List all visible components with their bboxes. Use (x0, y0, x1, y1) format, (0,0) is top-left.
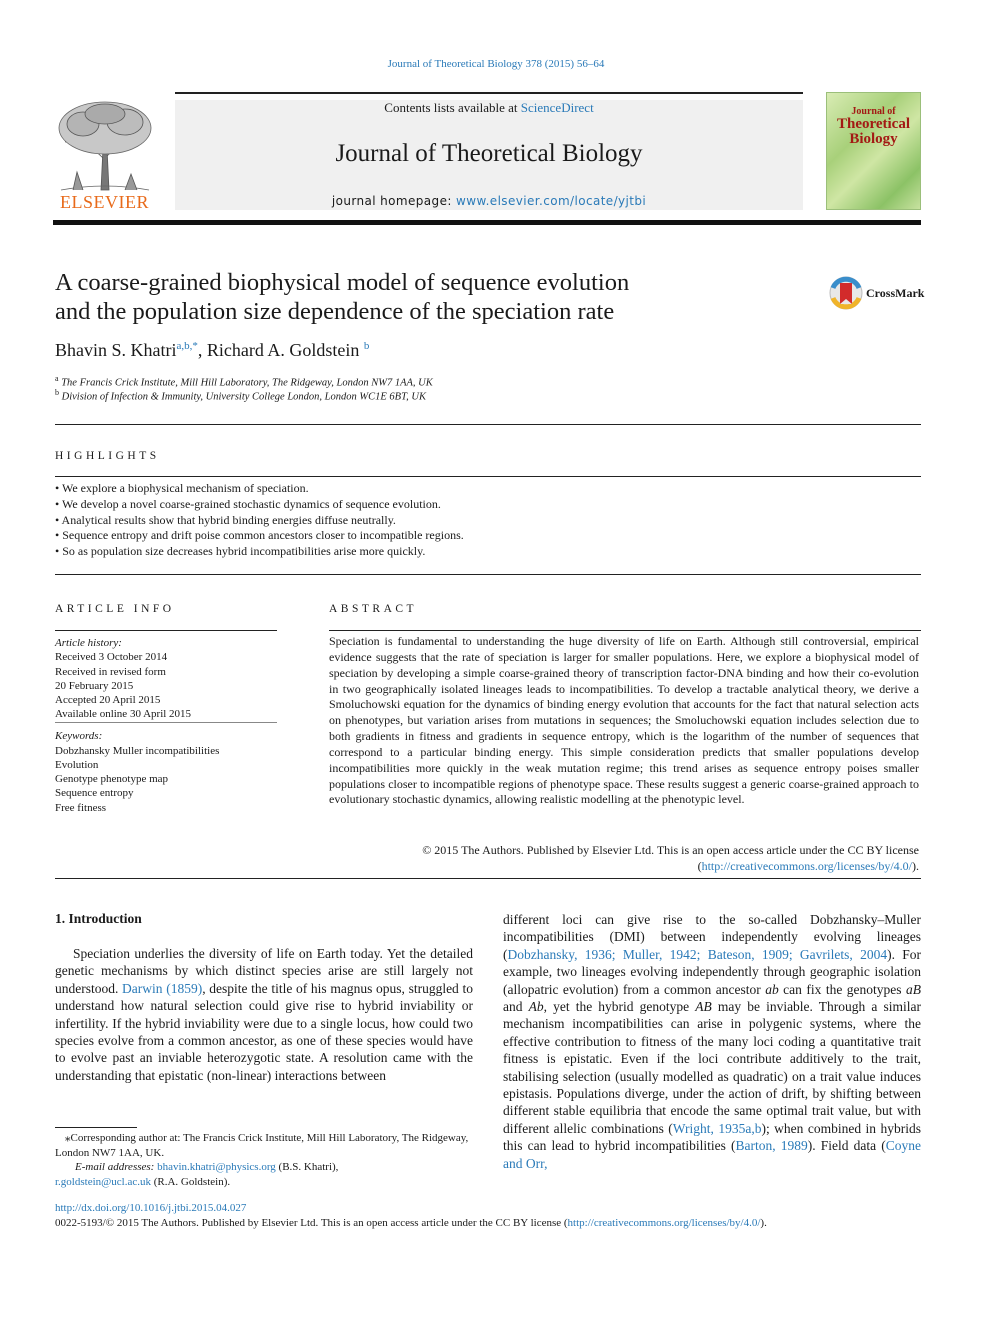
intro-text: , despite the title of his magnus opus, struggled to understand how natural selection could give rise to hybrid inviability or infertility. If the hybrid inviability were due to a single locus, how could two species evolve from a common ancestor, as one of these species would have to evolve past an inviable heterozygotic state. A resolution came with the understanding that epistatic (non-linear) interactions between (55, 980, 473, 1083)
author-separator: , (197, 340, 207, 360)
author-khatri[interactable]: Bhavin S. Khatri (55, 340, 177, 360)
history-item: Accepted 20 April 2015 (55, 694, 161, 706)
affiliation-b-mark: b (55, 388, 59, 397)
doi-link[interactable]: http://dx.doi.org/10.1016/j.jtbi.2015.04.027 (55, 1202, 247, 1214)
crossmark-icon[interactable] (829, 276, 863, 310)
history-item: Received in revised form (55, 666, 166, 678)
divider (55, 476, 921, 477)
intro-text: ). For example, two lineages evolving independently through geographic isolation (allopatric evolution) from a common ancestor (503, 946, 922, 997)
author-khatri-affil[interactable]: a,b, (176, 340, 193, 352)
affiliation-a (55, 374, 433, 389)
masthead-bottom-rule (53, 220, 921, 225)
highlight-item: • We explore a biophysical mechanism of speciation. (55, 481, 309, 495)
author-goldstein-affil[interactable]: b (363, 340, 370, 352)
keyword-item: Genotype phenotype map (55, 773, 169, 785)
affiliation-a-text: The Francis Crick Institute, Mill Hill Laboratory, The Ridgeway, London NW7 1AA, UK (61, 377, 433, 389)
article-info-label: ARTICLE INFO (55, 603, 175, 615)
author-goldstein[interactable]: Richard A. Goldstein (206, 340, 360, 360)
journal-citation[interactable]: Journal of Theoretical Biology 378 (2015) 56–64 (387, 58, 605, 70)
genotype: aB (906, 981, 921, 997)
affiliation-a-mark: a (55, 374, 59, 383)
genotype: ab (765, 981, 779, 997)
license-link[interactable]: http://creativecommons.org/licenses/by/4.0/ (567, 1217, 761, 1229)
license-close: ). (760, 1217, 767, 1229)
license-text: 0022-5193/© 2015 The Authors. Published by Elsevier Ltd. This is an open access article under the CC BY license ( (55, 1217, 568, 1229)
citation-link[interactable]: Coyne and Orr, (503, 1138, 921, 1171)
intro-text: can fix the genotypes (778, 981, 906, 997)
history-label: Article history: (55, 637, 122, 649)
affiliation-b-text: Division of Infection & Immunity, University College London, London WC1E 6BT, UK (61, 391, 426, 403)
history-item: Received 3 October 2014 (55, 651, 168, 663)
divider (55, 630, 277, 631)
abstract-label: ABSTRACT (329, 603, 418, 615)
divider (55, 424, 921, 425)
elsevier-wordmark: ELSEVIER (60, 192, 149, 212)
keywords-label: Keywords: (55, 730, 103, 742)
corresponding-star[interactable]: * (192, 340, 198, 352)
intro-left-column (55, 945, 473, 1084)
keyword-item: Evolution (55, 759, 99, 771)
sciencedirect-link[interactable]: ScienceDirect (520, 100, 594, 115)
homepage-line (175, 194, 803, 208)
intro-text: may be inviable. Through a similar mechanism incompatibilities can arise in polygenic systems, where the effective contribution to fitness of the many loci coding a quantitative trait fitness is epistatic. Even if the loci contribute additively to the trait, stabilising selection (usually modelled as quadratic) on a trait value induces epistasis. Populations diverge, under the action of drift, by shifting between different stable equilibria that encode the same optimal trait value, but with different allelic combinations ( (503, 999, 921, 1136)
citation-link[interactable]: Barton, 1989 (735, 1138, 808, 1154)
cover-line-1: Journal of (851, 106, 896, 117)
keyword-item: Sequence entropy (55, 787, 134, 799)
divider (329, 630, 921, 631)
divider (55, 722, 277, 723)
cover-title (827, 107, 920, 147)
masthead-rule (175, 92, 803, 94)
history-item: 20 February 2015 (55, 680, 134, 692)
author-list (55, 340, 369, 361)
abstract-copyright (329, 843, 919, 875)
email-goldstein-link[interactable]: r.goldstein@ucl.ac.uk (55, 1176, 151, 1188)
cover-line-3: Biology (849, 131, 898, 147)
cc-license-link[interactable]: http://creativecommons.org/licenses/by/4.0/ (701, 858, 912, 873)
highlight-item: • Analytical results show that hybrid binding energies diffuse neutrally. (55, 513, 396, 527)
intro-text: ); when combined in hybrids this can lead to hybrid incompatibilities ( (503, 1120, 921, 1154)
email-khatri-name: (B.S. Khatri), (275, 1161, 339, 1173)
highlight-item: • We develop a novel coarse-grained stochastic dynamics of sequence evolution. (55, 497, 441, 511)
copyright-license (329, 859, 919, 875)
keyword-item: Free fitness (55, 802, 107, 814)
contents-prefix: Contents lists available at (384, 100, 521, 115)
article-title (55, 268, 795, 326)
highlight-item: • So as population size decreases hybrid incompatibilities arise more quickly. (55, 544, 426, 558)
highlight-item: • Sequence entropy and drift poise common ancestors closer to incompatible regions. (55, 528, 464, 542)
homepage-link[interactable]: www.elsevier.com/locate/yjtbi (456, 194, 647, 208)
highlights-label: HIGHLIGHTS (55, 450, 160, 462)
citation-link[interactable]: Dobzhansky, 1936; Muller, 1942; Bateson, 1909; Gavrilets, 2004 (507, 946, 888, 962)
genotype: AB (695, 999, 712, 1015)
citation-link[interactable]: Wright, 1935a,b (672, 1120, 762, 1136)
footnote-text: Corresponding author at: The Francis Crick Institute, Mill Hill Laboratory, The Ridgeway, London NW7 1AA, UK. (55, 1132, 469, 1159)
homepage-prefix: journal homepage: (331, 194, 457, 208)
email-footnote (55, 1160, 473, 1190)
copyright-line: © 2015 The Authors. Published by Elsevier Ltd. This is an open access article under the CC BY license (422, 843, 919, 857)
journal-name: Journal of Theoretical Biology (335, 140, 643, 167)
intro-text: ). Field data ( (807, 1138, 886, 1154)
intro-text: and (503, 999, 529, 1015)
intro-right-column (503, 911, 921, 1172)
paren-open: ( (697, 858, 702, 873)
genotype: Ab (528, 999, 544, 1015)
introduction-heading: 1. Introduction (55, 911, 142, 926)
cover-line-2: Theoretical (836, 116, 911, 132)
footnote-rule (55, 1127, 137, 1128)
footnote-star: ⁎ (65, 1132, 71, 1144)
divider (55, 878, 921, 879)
title-line-2: and the population size dependence of the speciation rate (55, 298, 615, 325)
corresponding-footnote (55, 1131, 473, 1161)
affiliation-b (55, 388, 426, 403)
history-item: Available online 30 April 2015 (55, 708, 192, 720)
abstract-text: Speciation is fundamental to understanding the huge diversity of life on Earth. Although still controversial, empirical evidence suggests that the rate of speciation is larger for smaller populations. Here, we explore a biophysical model of speciation by developing a simple coarse-grained theory of transcription factor-DNA binding and how their co-evolution in two geographically isolated lineages leads to incompatibilities. To develop a tractable analytical theory, we derive a Smoluchowski equation for the dynamics of binding energy evolution that accounts for the fact that natural selection acts on phenotypes, but variation arises from mutations in sequences; the Smoluchowski equation includes selection due to both gradients in fitness and gradients in sequence entropy, which is the logarithm of the number of sequences that correspond to a particular binding energy. This simple consideration predicts that smaller populations develop incompatibilities more quickly in the weak mutation regime; this trend arises as sequence entropy poises smaller populations closer to incompatible regions of phenotype space. These results suggest a generic coarse-grained approach to evolutionary stochastic dynamics, allowing realistic modelling at the phenotypic level. (329, 634, 919, 807)
paren-close: ). (912, 858, 919, 873)
email-goldstein-name: (R.A. Goldstein). (150, 1176, 231, 1188)
license-footer (55, 1217, 767, 1229)
email-label: E-mail addresses: (75, 1161, 158, 1173)
journal-cover-thumbnail[interactable] (826, 92, 921, 210)
divider (55, 574, 921, 575)
crossmark-label[interactable]: CrossMark (866, 286, 925, 300)
citation-link[interactable]: Darwin (1859) (122, 980, 203, 996)
intro-text: different loci can give rise to the so-called Dobzhansky–Muller incompatibilities (DMI) between independently evolving lineages ( (503, 912, 921, 962)
keyword-item: Dobzhansky Muller incompatibilities (55, 745, 220, 757)
contents-line (175, 100, 803, 116)
email-khatri-link[interactable]: bhavin.khatri@physics.org (157, 1161, 276, 1173)
intro-text: Speciation underlies the diversity of life on Earth today. Yet the detailed genetic mechanisms by which distinct species arise are still largely not understood. (55, 946, 473, 996)
intro-text: , yet the hybrid genotype (543, 999, 696, 1015)
title-line-1: A coarse-grained biophysical model of sequence evolution (55, 269, 630, 296)
